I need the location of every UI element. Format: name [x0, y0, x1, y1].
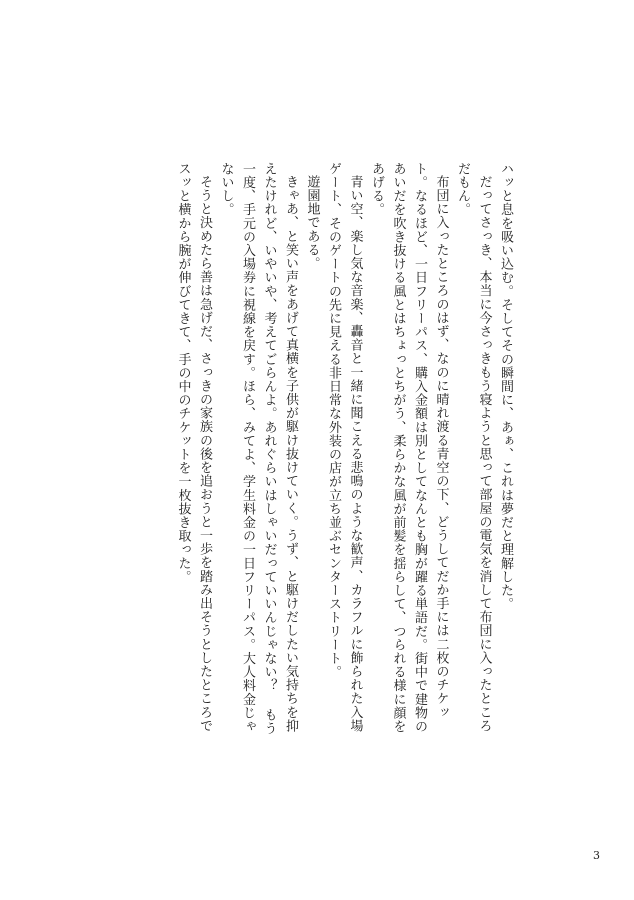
vertical-body-text	[96, 162, 516, 742]
page-number: 3	[593, 849, 600, 862]
paragraph-4: 青い空、楽し気な音楽、轟音と一緒に聞こえる悲鳴のような歓声、カラフルに飾られた入場ゲート、そのゲートの先に見える非日常な外装の店が立ち並ぶセンターストリート。	[326, 162, 363, 733]
paragraph-2: だってさっき、本当に今さっきもう寝ようと思って部屋の電気を消して布団に入ったところだもん。	[455, 162, 492, 733]
paragraph-7: そうと決めたら善は急げだ、さっきの家族の後を追おうと一歩を踏み出そうとしたところでスッと横から腕が伸びてきて、手の中のチケットを一枚抜き取った。	[175, 162, 212, 733]
paragraph-1: ハッと息を吸い込む。そしてその瞬間に、あぁ、これは夢だと理解した。	[498, 162, 513, 611]
paragraph-5: 遊園地である。	[304, 175, 320, 271]
paragraph-3: 布団に入ったところのはず、なのに晴れ渡る青空の下、どうしてだか手には二枚のチケット。なるほど、一日フリーパス、購入金額は別としてなんとも胸が躍る単語だ。街中で建物のあいだを吹き抜ける風とはちょっとちがう、柔らかな風が前髪を揺らして、つられる様に顔をあげる。	[369, 162, 449, 734]
paragraph-6: きゃあ、と笑い声をあげて真横を子供が駆け抜けていく。うず、と駆けだしたい気持ちを抑えたけれど、いやいや、考えてごらんよ。あれぐらいはしゃいだっていいんじゃない？ もう一度、手元の入場券に視線を戻す。ほら、みてよ、学生料金の一日フリーパス。大人料金じゃないし。	[218, 162, 298, 736]
